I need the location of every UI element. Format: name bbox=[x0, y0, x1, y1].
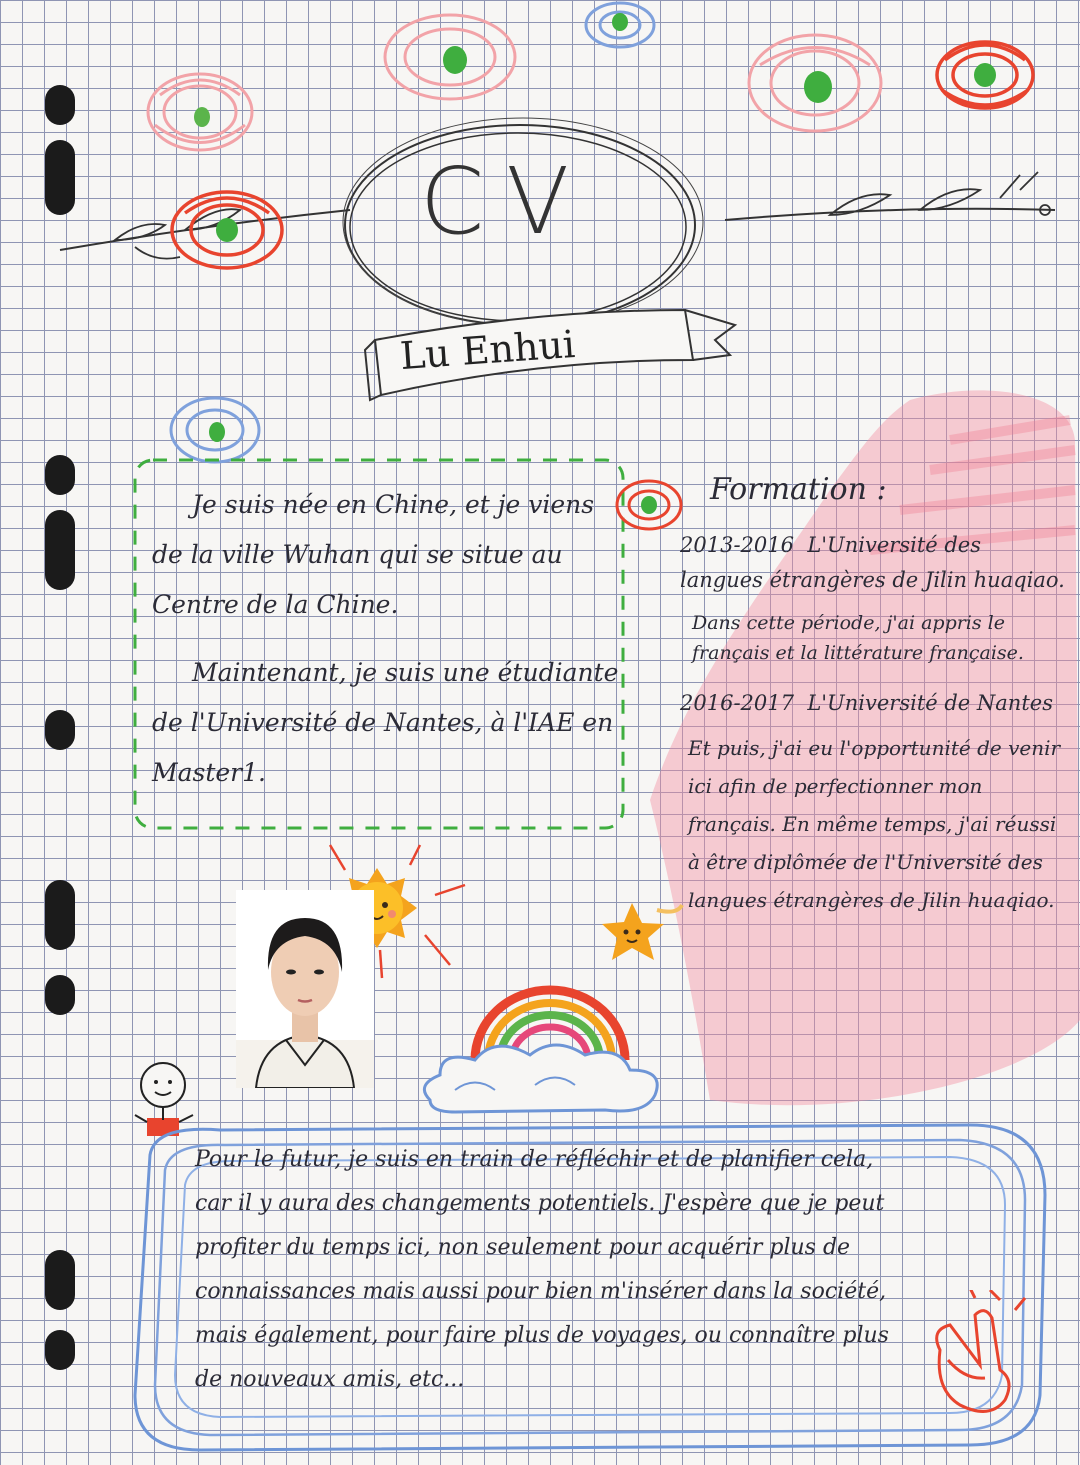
flower-icon bbox=[930, 35, 1040, 115]
binder-hole bbox=[45, 1250, 75, 1310]
intro-paragraph: Maintenant, je suis une étudiante de l'Université de Nantes, à l'IAE en Master1. bbox=[152, 658, 619, 787]
formation-note: Et puis, j'ai eu l'opportunité de venir ici afin de perfectionner mon français. En même temps, j'ai réussi à être diplômée de l'Université des langues étrangères de Jilin huaqiao. bbox=[688, 736, 1061, 912]
flower-icon bbox=[375, 5, 525, 110]
formation-item bbox=[680, 528, 1070, 668]
formation-school: L'Université de Nantes bbox=[807, 691, 1053, 715]
portrait-photo bbox=[236, 890, 374, 1088]
future-paragraph: Pour le futur, je suis en train de réfléchir et de planifier cela, car il y aura des changements potentiels. J'espère que je peut profiter du temps ici, non seulement pour acquérir plus de connaissances mais aussi pour bien m'insérer dans la société, mais également, pour faire plus de voyages, ou connaître plus de nouveaux amis, etc... bbox=[195, 1147, 889, 1392]
flower-icon bbox=[165, 185, 290, 275]
flower-icon bbox=[612, 475, 687, 535]
name-label: Lu Enhui bbox=[398, 321, 577, 379]
intro-paragraph: Je suis née en Chine, et je viens de la ville Wuhan qui se situe au Centre de la Chine. bbox=[152, 490, 595, 619]
binder-hole bbox=[45, 455, 75, 495]
formation-heading: Formation : bbox=[710, 472, 887, 507]
binder-hole bbox=[45, 510, 75, 590]
formation-school: L'Université des langues étrangères de Jilin huaqiao. bbox=[680, 533, 1065, 592]
formation-years: 2016-2017 bbox=[680, 691, 794, 715]
cv-title: CV bbox=[420, 148, 592, 255]
hand-icon bbox=[920, 1290, 1030, 1425]
binder-hole bbox=[45, 975, 75, 1015]
binder-hole bbox=[45, 85, 75, 125]
flower-icon bbox=[740, 25, 890, 140]
formation-item bbox=[680, 686, 1070, 919]
formation-note: Dans cette période, j'ai appris le français et la littérature française. bbox=[692, 612, 1024, 664]
binder-hole bbox=[45, 710, 75, 750]
binder-hole bbox=[45, 880, 75, 950]
branch-icon bbox=[720, 170, 1060, 240]
star-sticker-icon bbox=[602, 900, 687, 970]
formation-list bbox=[680, 528, 1070, 927]
flower-icon bbox=[140, 65, 260, 160]
intro-text bbox=[152, 480, 622, 816]
binder-hole bbox=[45, 1330, 75, 1370]
future-text bbox=[195, 1138, 915, 1402]
formation-years: 2013-2016 bbox=[680, 533, 794, 557]
flower-icon bbox=[580, 0, 660, 55]
